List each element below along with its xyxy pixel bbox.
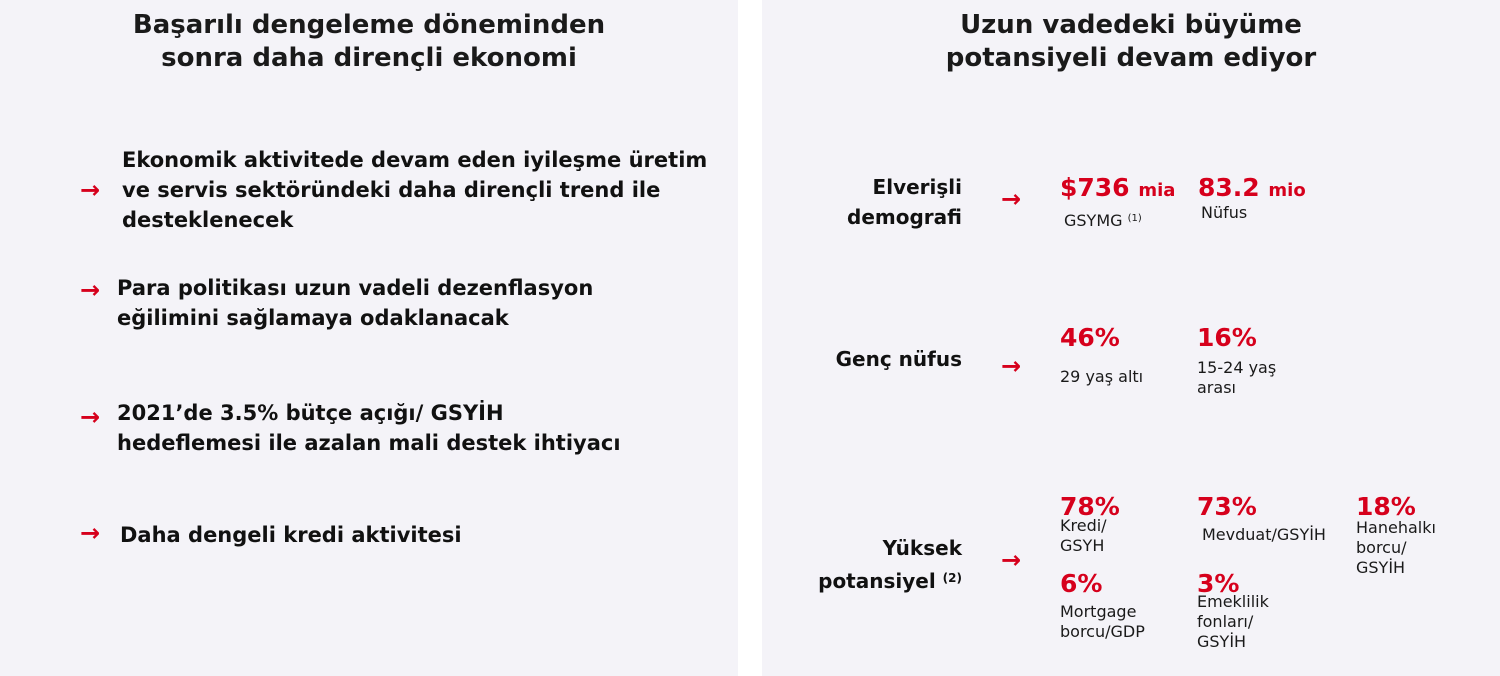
stat-under29-label: 29 yaş altı [1060,367,1144,386]
stat-deposit-value: 73% [1197,492,1257,521]
stat-pension-label-line1: Emeklilik [1197,592,1269,611]
stat-household-value: 18% [1356,492,1416,521]
left-title [0,9,738,75]
stat-mortgage-label [1060,602,1145,642]
stat-credit-label [1060,516,1107,556]
stat-gdp-label-text: GSYMG [1064,211,1123,230]
bullet-4 [120,520,462,550]
stat-deposit-label: Mevduat/GSYİH [1202,525,1326,544]
arrow-icon: → [1001,185,1022,213]
stat-gdp-label [1064,209,1142,231]
right-title [762,9,1500,75]
stat-gdp-number: $736 [1060,173,1130,202]
stat-mortgage-label-line1: Mortgage [1060,602,1137,621]
stat-gdp-unit: mia [1138,180,1176,201]
arrow-icon: → [80,176,101,204]
row-label-demography-line2: demografi [847,205,962,229]
stat-population-unit: mio [1268,180,1306,201]
left-title-line2: sonra daha dirençli ekonomi [161,43,577,73]
right-title-line1: Uzun vadedeki büyüme [960,10,1302,40]
stat-credit-value: 78% [1060,492,1120,521]
arrow-icon: → [1001,546,1022,574]
bullet-1-line2: ve servis sektöründeki daha dirençli trend ile [122,178,661,202]
row-label-young: Genç nüfus [835,347,962,371]
stat-15-24-value: 16% [1197,323,1257,352]
row-label-potential-footnote: (2) [942,571,962,585]
stat-mortgage-value: 6% [1060,569,1103,598]
right-panel [762,0,1500,676]
stat-under29-value: 46% [1060,323,1120,352]
right-title-line2: potansiyeli devam ediyor [945,43,1317,73]
bullet-4-line1: Daha dengeli kredi aktivitesi [120,523,462,547]
bullet-2 [117,273,593,333]
stat-pension-label [1197,592,1269,652]
row-label-potential-line1: Yüksek [882,536,962,560]
stat-population-number: 83.2 [1198,173,1260,202]
bullet-3 [117,398,621,458]
stat-pension-value: 3% [1197,569,1240,598]
stat-15-24-label-line2: arası [1197,378,1236,397]
bullet-3-line2: hedeflemesi ile azalan mali destek ihtiyacı [117,431,621,455]
stat-15-24-label-line1: 15-24 yaş [1197,358,1277,377]
bullet-1-line3: desteklenecek [122,208,294,232]
left-title-line1: Başarılı dengeleme döneminden [132,10,606,40]
stat-population-label: Nüfus [1201,203,1248,222]
stat-15-24-label [1197,358,1276,398]
row-label-demography-line1: Elverişli [872,175,962,199]
bullet-3-line1: 2021’de 3.5% bütçe açığı/ GSYİH [117,401,504,425]
row-label-potential [762,533,962,596]
stat-pension-label-line3: GSYİH [1197,632,1247,651]
stat-credit-label-line1: Kredi/ [1060,516,1107,535]
row-label-potential-text: potansiyel [818,569,936,593]
stat-household-label [1356,518,1436,578]
bullet-2-line1: Para politikası uzun vadeli dezenflasyon [117,276,594,300]
stat-gdp-value [1060,174,1175,205]
stat-household-label-line2: borcu/ [1356,538,1407,557]
arrow-icon: → [80,403,101,431]
stat-mortgage-label-line2: borcu/GDP [1060,622,1145,641]
left-panel [0,0,738,676]
row-label-demography [762,172,962,232]
arrow-icon: → [1001,352,1022,380]
bullet-2-line2: eğilimini sağlamaya odaklanacak [117,306,509,330]
stat-household-label-line3: GSYİH [1356,558,1406,577]
stat-credit-label-line2: GSYH [1060,536,1105,555]
bullet-1-line1: Ekonomik aktivitede devam eden iyileşme üretim [122,148,708,172]
arrow-icon: → [80,276,101,304]
arrow-icon: → [80,519,101,547]
stat-household-label-line1: Hanehalkı [1356,518,1436,537]
stat-gdp-footnote: (1) [1127,213,1142,224]
stat-pension-label-line2: fonları/ [1197,612,1254,631]
stat-population-value [1198,174,1306,205]
row-label-potential-line2 [762,563,962,596]
bullet-1 [122,145,707,235]
